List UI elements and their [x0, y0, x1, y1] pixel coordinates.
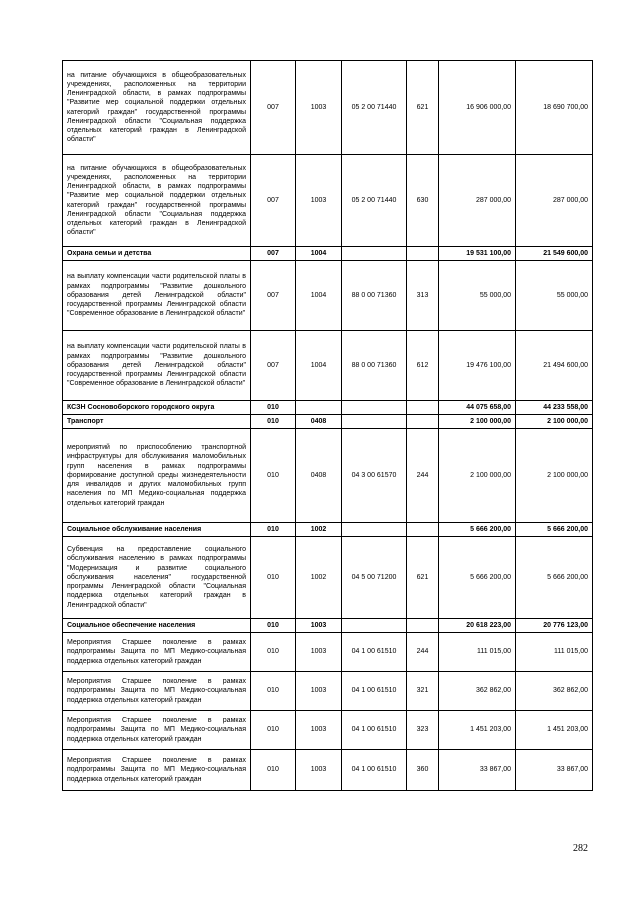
description-cell: Мероприятия Старшее поколение в рамках подпрограммы Защита по МП Медико-социальная поддержка отдельных категорий граждан — [63, 672, 251, 711]
amount-year2-cell: 21 549 600,00 — [516, 247, 593, 261]
amount-year1-cell: 19 476 100,00 — [439, 331, 516, 401]
ministry-code-cell: 010 — [251, 415, 296, 429]
ministry-code-cell: 010 — [251, 537, 296, 619]
amount-year1-cell: 2 100 000,00 — [439, 429, 516, 523]
target-article-cell: 04 1 00 61510 — [342, 633, 407, 672]
amount-year1-cell: 2 100 000,00 — [439, 415, 516, 429]
expense-type-cell — [407, 415, 439, 429]
amount-year2-cell: 362 862,00 — [516, 672, 593, 711]
ministry-code-cell: 010 — [251, 401, 296, 415]
section-code-cell: 1004 — [296, 261, 342, 331]
amount-year2-cell: 1 451 203,00 — [516, 711, 593, 750]
expense-type-cell — [407, 401, 439, 415]
expense-type-cell: 621 — [407, 61, 439, 155]
ministry-code-cell: 007 — [251, 261, 296, 331]
description-cell: Охрана семьи и детства — [63, 247, 251, 261]
amount-year2-cell: 287 000,00 — [516, 155, 593, 247]
amount-year1-cell: 16 906 000,00 — [439, 61, 516, 155]
ministry-code-cell: 010 — [251, 672, 296, 711]
section-code-cell: 1003 — [296, 750, 342, 791]
ministry-code-cell: 010 — [251, 619, 296, 633]
target-article-cell: 88 0 00 71360 — [342, 331, 407, 401]
amount-year1-cell: 55 000,00 — [439, 261, 516, 331]
table-row — [63, 61, 593, 155]
expense-type-cell: 360 — [407, 750, 439, 791]
target-article-cell: 05 2 00 71440 — [342, 61, 407, 155]
table-row — [63, 537, 593, 619]
table-row — [63, 711, 593, 750]
ministry-code-cell: 010 — [251, 633, 296, 672]
amount-year1-cell: 19 531 100,00 — [439, 247, 516, 261]
amount-year2-cell: 33 867,00 — [516, 750, 593, 791]
expense-type-cell — [407, 247, 439, 261]
expense-type-cell: 244 — [407, 429, 439, 523]
amount-year2-cell: 111 015,00 — [516, 633, 593, 672]
section-code-cell: 1002 — [296, 523, 342, 537]
amount-year2-cell: 44 233 558,00 — [516, 401, 593, 415]
amount-year1-cell: 111 015,00 — [439, 633, 516, 672]
target-article-cell: 04 3 00 61570 — [342, 429, 407, 523]
amount-year1-cell: 287 000,00 — [439, 155, 516, 247]
ministry-code-cell: 010 — [251, 523, 296, 537]
amount-year1-cell: 33 867,00 — [439, 750, 516, 791]
ministry-code-cell: 007 — [251, 331, 296, 401]
table-section-row — [63, 619, 593, 633]
target-article-cell: 04 1 00 61510 — [342, 711, 407, 750]
expense-type-cell — [407, 523, 439, 537]
section-code-cell: 0408 — [296, 415, 342, 429]
ministry-code-cell: 007 — [251, 155, 296, 247]
target-article-cell: 05 2 00 71440 — [342, 155, 407, 247]
description-cell: Транспорт — [63, 415, 251, 429]
expense-type-cell: 244 — [407, 633, 439, 672]
section-code-cell: 1003 — [296, 619, 342, 633]
description-cell: мероприятий по приспособлению транспортной инфраструктуры для обслуживания маломобильных групп населения в рамках подпрограммы формирование доступной среды жизнедеятельности для инвалидов и других маломобильных групп населения по МП Медико-социальная поддержка отдельных категорий граждан — [63, 429, 251, 523]
amount-year2-cell: 21 494 600,00 — [516, 331, 593, 401]
target-article-cell — [342, 401, 407, 415]
amount-year2-cell: 2 100 000,00 — [516, 429, 593, 523]
amount-year1-cell: 5 666 200,00 — [439, 523, 516, 537]
amount-year2-cell: 20 776 123,00 — [516, 619, 593, 633]
target-article-cell: 04 1 00 61510 — [342, 750, 407, 791]
page-number: 282 — [573, 843, 588, 854]
amount-year2-cell: 55 000,00 — [516, 261, 593, 331]
section-code-cell: 1003 — [296, 711, 342, 750]
amount-year1-cell: 20 618 223,00 — [439, 619, 516, 633]
description-cell: Мероприятия Старшее поколение в рамках подпрограммы Защита по МП Медико-социальная поддержка отдельных категорий граждан — [63, 633, 251, 672]
target-article-cell: 88 0 00 71360 — [342, 261, 407, 331]
expense-type-cell: 321 — [407, 672, 439, 711]
ministry-code-cell: 007 — [251, 247, 296, 261]
section-code-cell: 0408 — [296, 429, 342, 523]
amount-year2-cell: 5 666 200,00 — [516, 523, 593, 537]
description-cell: Социальное обеспечение населения — [63, 619, 251, 633]
table-row — [63, 261, 593, 331]
section-code-cell: 1004 — [296, 247, 342, 261]
budget-table — [62, 60, 593, 791]
amount-year1-cell: 5 666 200,00 — [439, 537, 516, 619]
section-code-cell: 1003 — [296, 155, 342, 247]
description-cell: Мероприятия Старшее поколение в рамках подпрограммы Защита по МП Медико-социальная поддержка отдельных категорий граждан — [63, 711, 251, 750]
expense-type-cell: 630 — [407, 155, 439, 247]
table-section-row — [63, 415, 593, 429]
amount-year1-cell: 1 451 203,00 — [439, 711, 516, 750]
expense-type-cell: 621 — [407, 537, 439, 619]
table-row — [63, 672, 593, 711]
description-cell: на питание обучающихся в общеобразовательных учреждениях, расположенных на территории Ленинградской области, в рамках подпрограммы "Развитие мер социальной поддержки отдельных категорий граждан" государственной программы Ленинградской области "Социальная поддержка отдельных категорий граждан в Ленинградской области" — [63, 155, 251, 247]
description-cell: на выплату компенсации части родительской платы в рамках подпрограммы "Развитие дошкольного образования детей Ленинградской области" государственной программы Ленинградской области "Современное образование в Ленинградской области" — [63, 331, 251, 401]
target-article-cell — [342, 619, 407, 633]
section-code-cell — [296, 401, 342, 415]
description-cell: на питание обучающихся в общеобразовательных учреждениях, расположенных на территории Ленинградской области, в рамках подпрограммы "Развитие мер социальной поддержки отдельных категорий граждан" государственной программы Ленинградской области "Социальная поддержка отдельных категорий граждан в Ленинградской области" — [63, 61, 251, 155]
description-cell: Мероприятия Старшее поколение в рамках подпрограммы Защита по МП Медико-социальная поддержка отдельных категорий граждан — [63, 750, 251, 791]
description-cell: КСЗН Сосновоборского городского округа — [63, 401, 251, 415]
table-section-row — [63, 523, 593, 537]
description-cell: Социальное обслуживание населения — [63, 523, 251, 537]
ministry-code-cell: 010 — [251, 750, 296, 791]
target-article-cell — [342, 415, 407, 429]
section-code-cell: 1003 — [296, 633, 342, 672]
amount-year1-cell: 362 862,00 — [439, 672, 516, 711]
amount-year1-cell: 44 075 658,00 — [439, 401, 516, 415]
table-section-row — [63, 247, 593, 261]
amount-year2-cell: 2 100 000,00 — [516, 415, 593, 429]
description-cell: на выплату компенсации части родительской платы в рамках подпрограммы "Развитие дошкольного образования детей Ленинградской области" государственной программы Ленинградской области "Современное образование в Ленинградской области" — [63, 261, 251, 331]
table-row — [63, 429, 593, 523]
amount-year2-cell: 18 690 700,00 — [516, 61, 593, 155]
section-code-cell: 1003 — [296, 61, 342, 155]
target-article-cell — [342, 523, 407, 537]
expense-type-cell: 313 — [407, 261, 439, 331]
amount-year2-cell: 5 666 200,00 — [516, 537, 593, 619]
table-row — [63, 750, 593, 791]
ministry-code-cell: 010 — [251, 429, 296, 523]
expense-type-cell — [407, 619, 439, 633]
section-code-cell: 1002 — [296, 537, 342, 619]
section-code-cell: 1003 — [296, 672, 342, 711]
table-row — [63, 155, 593, 247]
description-cell: Субвенция на предоставление социального обслуживания населению в рамках подпрограммы "Модернизация и развитие социального обслуживания населения" государственной программы Ленинградской области "Социальная поддержка отдельных категорий граждан в Ленинградской области" — [63, 537, 251, 619]
table-row — [63, 633, 593, 672]
expense-type-cell: 612 — [407, 331, 439, 401]
ministry-code-cell: 010 — [251, 711, 296, 750]
ministry-code-cell: 007 — [251, 61, 296, 155]
table-row — [63, 331, 593, 401]
expense-type-cell: 323 — [407, 711, 439, 750]
target-article-cell — [342, 247, 407, 261]
target-article-cell: 04 1 00 61510 — [342, 672, 407, 711]
table-section-row — [63, 401, 593, 415]
target-article-cell: 04 5 00 71200 — [342, 537, 407, 619]
section-code-cell: 1004 — [296, 331, 342, 401]
budget-table-body — [63, 61, 593, 791]
